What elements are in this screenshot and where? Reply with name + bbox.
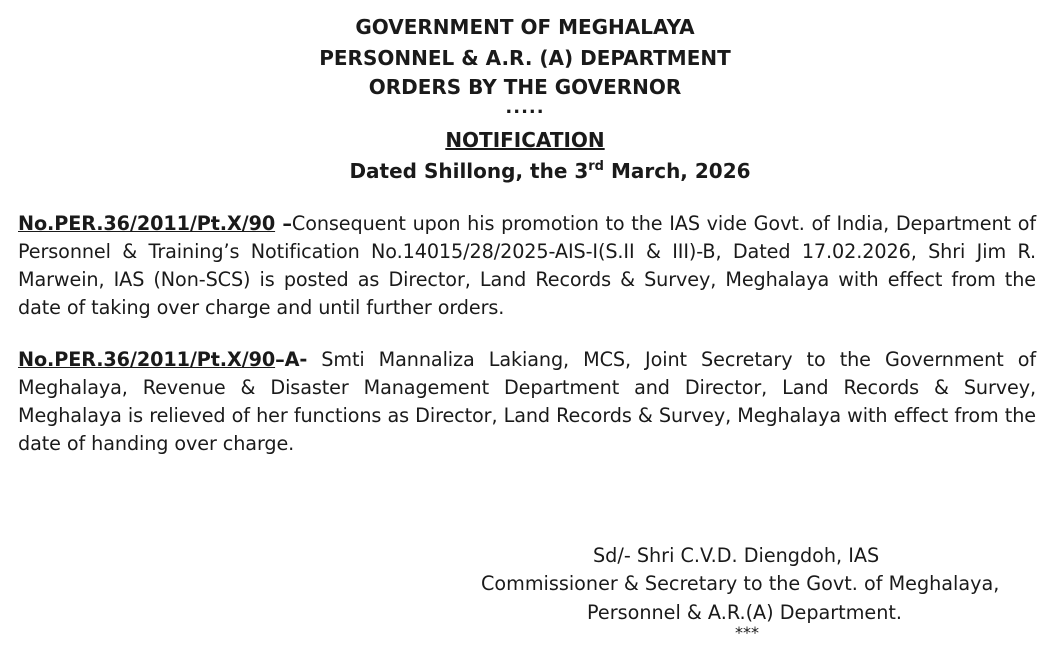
order-paragraph-1 [18,210,1036,322]
end-mark: *** [735,623,759,642]
signatory-department: Personnel & A.R.(A) Department. [587,601,902,624]
order-text-1: Consequent upon his promotion to the IAS vide Govt. of India, Department of Personnel & Training’s Notification No.14015/28/2025-AIS-I(S.II & III)-B, Dated 17.02.2026, Shri Jim R. Marwein, IAS (Non-SCS) is posted as Director, Land Records & Survey, Meghalaya with effect from the date of taking over charge and until further orders. [18,212,1036,319]
department-title: PERSONNEL & A.R. (A) DEPARTMENT [319,46,731,70]
order-text-2: Smti Mannaliza Lakiang, MCS, Joint Secretary to the Government of Meghalaya, Revenue & Disaster Management Department and Director, Land Records & Survey, Meghalaya is relieved of her functions as Director, Land Records & Survey, Meghalaya with effect from the date of handing over charge. [18,348,1036,455]
order-reference-2: No.PER.36/2011/Pt.X/90 [18,348,276,371]
order-reference-2-suffix: –A- [275,348,308,371]
signatory-name: Sd/- Shri C.V.D. Diengdoh, IAS [593,544,880,567]
order-reference-1: No.PER.36/2011/Pt.X/90 [18,212,276,235]
dated-prefix: Dated Shillong, the 3 [349,159,589,183]
orders-title: ORDERS BY THE GOVERNOR [368,75,682,99]
dated-line [0,157,1050,185]
order-reference-1-suffix: – [275,212,292,235]
dated-ordinal: rd [588,159,604,174]
government-title: GOVERNMENT OF MEGHALAYA [355,15,695,39]
dated-suffix: March, 2026 [603,159,751,183]
order-paragraph-2 [18,346,1036,458]
notification-heading [0,126,1050,154]
separator-dots: ..... [505,97,545,118]
notification-title: NOTIFICATION [445,128,605,152]
signatory-designation: Commissioner & Secretary to the Govt. of Meghalaya, [481,572,1000,595]
